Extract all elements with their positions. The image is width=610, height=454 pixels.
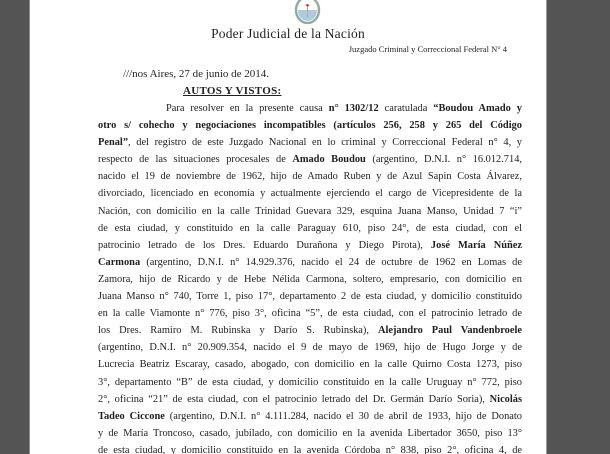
document-text-line: divorciado, licenciado en economía y actualmente ejerciendo el cargo de Vicepresidente de la [98, 188, 522, 200]
section-heading [98, 83, 522, 100]
date-line: ///nos Aires, 27 de junio de 2014. [123, 68, 270, 80]
document-text-line: (argentino, D.N.I. n° 20.909.354, nacido el 9 de mayo de 1969, hijo de Hugo Jorge y de [98, 342, 522, 354]
document-text-line: 3°, departamento “B” de esta ciudad, y domicilio constituido en la calle Uruguay n° 772, piso [98, 376, 522, 388]
document-text-line: Penal”, del registro de este Juzgado Nacional en lo criminal y Correccional Federal n° 4, y [98, 137, 522, 149]
document-body [30, 66, 546, 454]
document-text-line: Tadeo Ciccone (argentino, D.N.I. n° 4.111.284, nacido el 30 de abril de 1933, hijo de Donato [98, 410, 522, 422]
court-name: Juzgado Criminal y Correccional Federal N° 4 [348, 44, 507, 54]
document-page [29, 0, 547, 454]
document-text-line: Carmona (argentino, D.N.I. n° 14.929.376, nacido el 24 de octubre de 1962 en Lomas de [98, 256, 522, 268]
document-text-line: y de María Troncoso, casado, jubilado, con domicilio en la avenida Libertador 3650, piso 13° [98, 427, 522, 439]
document-text-line: los Dres. Ramiro M. Rubinska y Darío S. Rubinska), Alejandro Paul Vandenbroele [98, 325, 522, 337]
argentina-coat-of-arms-icon [294, 0, 321, 24]
document-text-line: 2°, oficina “21” de esta ciudad, con el patrocinio letrado del Dr. Germán Darío Soria), Nicolás [98, 393, 522, 405]
document-text-line: nacido el 19 de noviembre de 1962, hijo de Amado Ruben y de Azul Sapin Costa Álvarez, [98, 171, 522, 183]
page-title: Poder Judicial de la Nación [211, 26, 365, 41]
document-text-line: Para resolver en la presente causa n° 1302/12 caratulada “Boudou Amado y [166, 103, 523, 114]
document-text-line: patrocinio letrado de los Dres. Eduardo Durañona y Diego Pirota), José María Núñez [98, 239, 522, 251]
document-text-line: de esta ciudad, y domicilio constituido en la avenida Córdoba n° 838, piso 2°, oficina 4, de [98, 444, 522, 454]
ruling-paragraph [98, 100, 522, 454]
document-text-line: en la calle Viamonte n° 776, piso 3°, oficina “5”, de esta ciudad, con el patrocinio letrado de [98, 308, 522, 320]
document-text-line: Zamora, hijo de Ricardo y de Hebe Nélida Carmona, soltero, empresario, con domicilio en [98, 273, 522, 285]
document-text-line: Nación, con domicilio en la calle Trinidad Guevara 329, esquina Juana Manso, Unidad 7 “i” [98, 205, 522, 217]
document-text-line: respecto de las situaciones procesales de Amado Boudou (argentino, D.N.I. n° 16.012.714, [98, 154, 522, 166]
document-text-line: otro s/ cohecho y negociaciones incompatibles (artículos 256, 258 y 265 del Código [98, 120, 522, 132]
document-text-line: de esta ciudad, y constituido en la calle Paraguay 610, piso 24°, de esta ciudad, con el [98, 222, 522, 234]
document-text-line: Juana Manso n° 740, Torre 1, piso 17°, departamento 2 de esta ciudad, y domicilio constituido [98, 291, 522, 303]
section-heading-text: AUTOS Y VISTOS: [183, 85, 282, 97]
document-text-line: Lucrecia Beatriz Escaray, casado, abogado, con domicilio en la calle Quirno Costa 1273, piso [98, 359, 522, 371]
